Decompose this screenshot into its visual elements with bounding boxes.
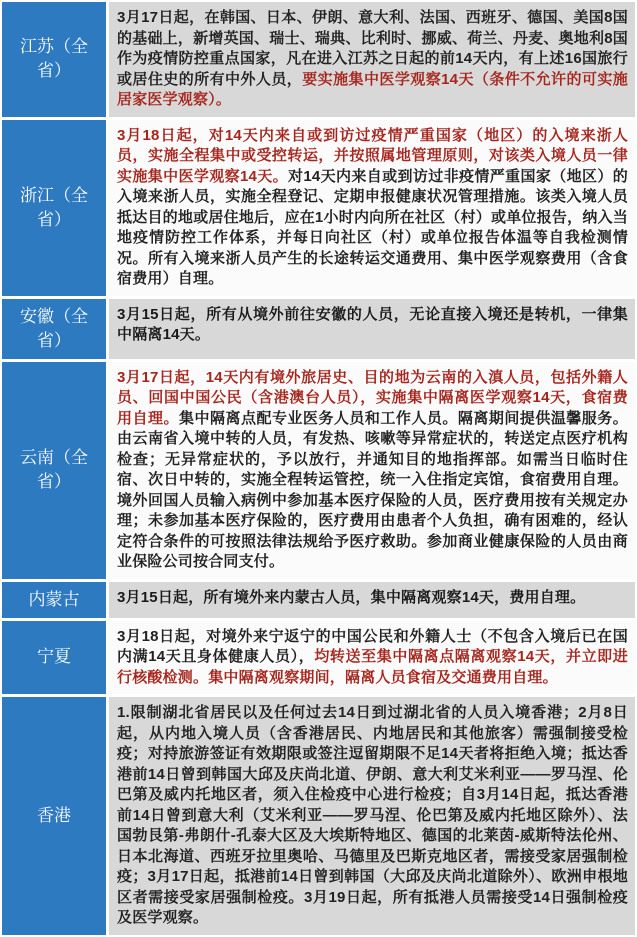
policy-text-segment: 3月17日起，14天内有境外旅居史、目的地为云南的入滇人员，包括外籍人员、回国中国公民（含港澳台人员），实施集中隔离医学观察14天，食宿费用自理。 [117, 368, 628, 427]
region-cell [2, 697, 106, 935]
policy-cell [109, 362, 635, 579]
region-label: 江苏（全省） [20, 37, 88, 81]
policy-text-segment: 3月15日起，所有从境外前往安徽的人员，无论直接入境还是转机，一律集中隔离14天。 [117, 305, 628, 343]
policy-text-segment: 1.限制湖北省居民以及任何过去14日到过湖北省的人员入境香港；2月8日起，从内地入境人员（含香港居民、内地居民和其他旅客）需强制接受检疫；对持旅游签证有效期限或签注逗留期限不足14天者将拒绝入境；抵达香港前14日曾到韩国大邱及庆尚北道、伊朗、意大利艾米利亚——罗马涅、伦巴第及威内托地区者，须入住检疫中心进行检疫；自3月14日起，抵达香港前14日曾到意大利（艾米利亚——罗马涅、伦巴第及威内托地区除外）、法国勃艮第-弗朗什-孔泰大区及大埃斯特地区、德国的北莱茵-威斯特法伦州、日本北海道、西班牙拉里奥哈、马德里及巴斯克地区者，需接受家居强制检疫；3月17日起，抵港前14日曾到韩国（大邱及庆尚北道除外）、欧洲申根地区者需接受家居强制检疫。3月19日起，所有抵港人员需接受14日强制检疫及医学观察。 [117, 704, 628, 926]
region-cell [2, 2, 106, 117]
region-label: 安徽（全省） [20, 306, 88, 350]
region-label: 香港 [37, 805, 71, 825]
policy-text-segment: 3月17日起，在韩国、日本、伊朗、意大利、法国、西班牙、德国、美国8国的基础上，新增英国、瑞士、瑞典、比利时、挪威、荷兰、丹麦、奥地利8国作为疫情防控重点国家，凡在进入江苏之日起的前14天内，有上述16国旅行或居住史的所有中外人员， [117, 9, 628, 88]
policy-cell [109, 697, 635, 935]
policy-text-segment: 集中隔离点配专业医务人员和工作人员。隔离期间提供温馨服务。由云南省入境中转的人员，有发热、咳嗽等异常症状的，转送定点医疗机构检查；无异常症状的，予以放行，并通知目的地指挥部。如需当日临时住宿、次日中转的，实施全程转运管控，统一入住指定宾馆，食宿费用自理。境外回国人员输入病例中参加基本医疗保险的人员，医疗费用按有关规定办理；未参加基本医疗保险的，医疗费用由患者个人负担，确有困难的，经认定符合条件的可按照法律法规给予医疗救助。参加商业健康保险的人员由商业保险公司按合同支付。 [117, 409, 628, 570]
region-cell [2, 621, 106, 695]
region-cell [2, 582, 106, 618]
policy-text-segment: 对14天内来自或到访过非疫情严重国家（地区）的入境来浙人员，实施全程登记、定期申报健康状况管理措施。该类入境人员抵达目的地或居住地后，应在1小时内向所在社区（村）或单位报告，纳入当地疫情防控工作体系，并每日向社区（村）或单位报告体温等自我检测情况。所有入境来浙人员产生的长途转运交通费用、集中医学观察费用（含食宿费用）自理。 [117, 167, 628, 287]
policy-text-segment: 均转送至集中隔离点隔离观察14天，并立即进行核酸检测。集中隔离观察期间，隔离人员食宿及交通费用自理。 [117, 648, 628, 686]
policy-text-segment: 3月15日起，所有境外来内蒙古人员，集中隔离观察14天，费用自理。 [117, 588, 586, 606]
policy-cell [109, 2, 635, 117]
region-cell [2, 362, 106, 579]
policy-text-segment: 3月18日起，对14天内来自或到访过疫情严重国家（地区）的入境来浙人员，实施全程集中或受控转运，并按照属地管理原则，对该类入境人员一律实施集中医学观察14天。 [117, 126, 628, 185]
region-cell [2, 299, 106, 359]
region-label: 内蒙古 [28, 589, 80, 609]
region-label: 宁夏 [37, 647, 71, 667]
policy-text-segment: 3月18日起，对境外来宁返宁的中国公民和外籍人士（不包含入境后已在国内满14天且身体健康人员）， [117, 627, 628, 665]
region-cell [2, 120, 106, 296]
policy-text-segment: 要实施集中医学观察14天（条件不允许的可实施居家医学观察）。 [117, 70, 628, 108]
policy-cell [109, 120, 635, 296]
policy-cell [109, 299, 635, 359]
policy-cell [109, 582, 635, 618]
policy-cell [109, 621, 635, 695]
region-label: 云南（全省） [20, 448, 88, 491]
region-label: 浙江（全省） [20, 185, 88, 229]
